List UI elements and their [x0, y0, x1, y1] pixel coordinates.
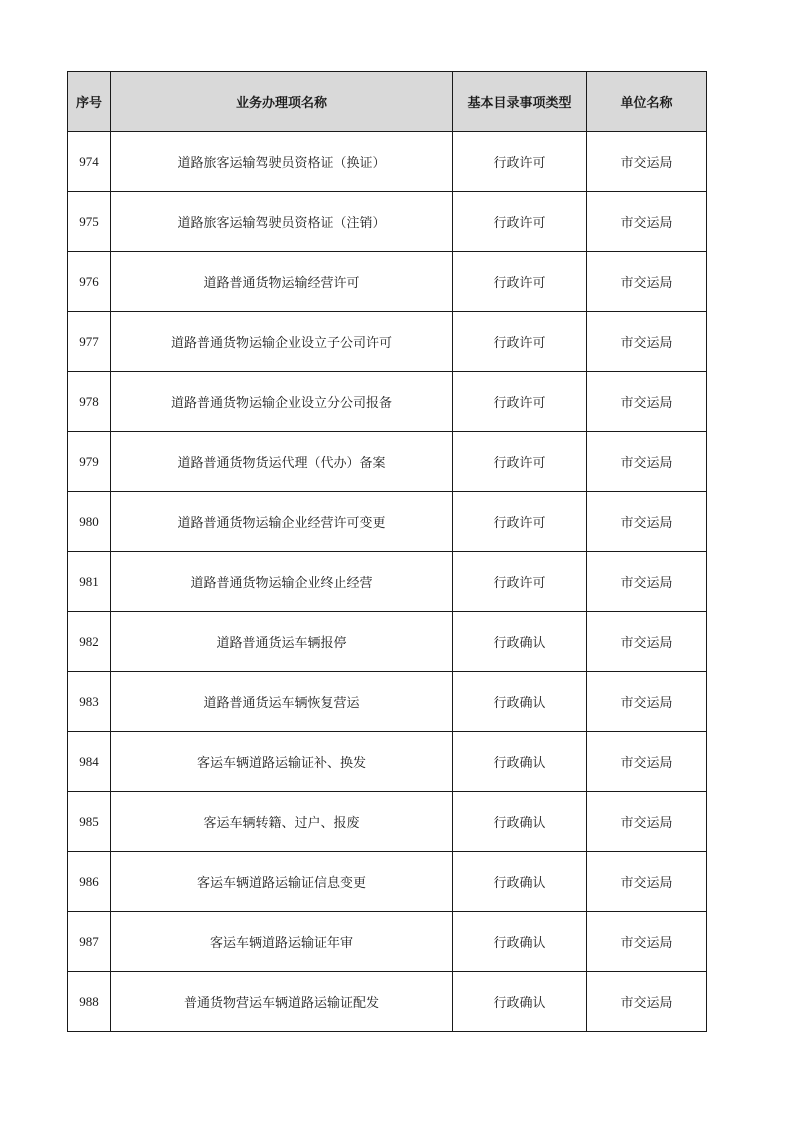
cell-item-name: 道路普通货物运输企业经营许可变更 — [111, 492, 453, 552]
table-body — [68, 132, 707, 1032]
cell-index: 979 — [68, 432, 111, 492]
cell-index: 980 — [68, 492, 111, 552]
cell-unit: 市交运局 — [587, 432, 707, 492]
table-row — [68, 732, 707, 792]
cell-unit: 市交运局 — [587, 672, 707, 732]
cell-unit: 市交运局 — [587, 192, 707, 252]
cell-category: 行政许可 — [453, 432, 587, 492]
cell-category: 行政许可 — [453, 372, 587, 432]
cell-item-name: 道路普通货物运输企业设立子公司许可 — [111, 312, 453, 372]
table-row — [68, 132, 707, 192]
table-row — [68, 972, 707, 1032]
cell-index: 982 — [68, 612, 111, 672]
cell-index: 978 — [68, 372, 111, 432]
cell-item-name: 道路普通货运车辆报停 — [111, 612, 453, 672]
cell-index: 987 — [68, 912, 111, 972]
header-item-name: 业务办理项名称 — [111, 72, 453, 132]
cell-category: 行政许可 — [453, 492, 587, 552]
cell-category: 行政许可 — [453, 192, 587, 252]
cell-index: 988 — [68, 972, 111, 1032]
cell-item-name: 普通货物营运车辆道路运输证配发 — [111, 972, 453, 1032]
header-unit: 单位名称 — [587, 72, 707, 132]
cell-item-name: 道路普通货物运输企业终止经营 — [111, 552, 453, 612]
cell-index: 985 — [68, 792, 111, 852]
cell-item-name: 客运车辆道路运输证补、换发 — [111, 732, 453, 792]
table-row — [68, 312, 707, 372]
table-row — [68, 432, 707, 492]
cell-item-name: 道路普通货物运输企业设立分公司报备 — [111, 372, 453, 432]
header-row — [68, 72, 707, 132]
cell-item-name: 道路旅客运输驾驶员资格证（注销） — [111, 192, 453, 252]
cell-unit: 市交运局 — [587, 552, 707, 612]
table-row — [68, 252, 707, 312]
cell-category: 行政确认 — [453, 912, 587, 972]
cell-category: 行政确认 — [453, 972, 587, 1032]
cell-unit: 市交运局 — [587, 912, 707, 972]
cell-category: 行政确认 — [453, 612, 587, 672]
cell-category: 行政确认 — [453, 792, 587, 852]
service-items-table-container — [67, 71, 707, 1032]
table-header — [68, 72, 707, 132]
cell-unit: 市交运局 — [587, 612, 707, 672]
table-row — [68, 192, 707, 252]
cell-unit: 市交运局 — [587, 132, 707, 192]
cell-unit: 市交运局 — [587, 492, 707, 552]
cell-category: 行政许可 — [453, 132, 587, 192]
cell-item-name: 客运车辆转籍、过户、报废 — [111, 792, 453, 852]
cell-category: 行政确认 — [453, 732, 587, 792]
cell-unit: 市交运局 — [587, 252, 707, 312]
table-row — [68, 552, 707, 612]
cell-index: 974 — [68, 132, 111, 192]
cell-index: 976 — [68, 252, 111, 312]
cell-category: 行政许可 — [453, 312, 587, 372]
cell-index: 986 — [68, 852, 111, 912]
table-row — [68, 612, 707, 672]
cell-index: 983 — [68, 672, 111, 732]
cell-unit: 市交运局 — [587, 972, 707, 1032]
cell-index: 981 — [68, 552, 111, 612]
table-row — [68, 912, 707, 972]
cell-unit: 市交运局 — [587, 372, 707, 432]
cell-unit: 市交运局 — [587, 312, 707, 372]
cell-category: 行政确认 — [453, 852, 587, 912]
header-category: 基本目录事项类型 — [453, 72, 587, 132]
cell-index: 975 — [68, 192, 111, 252]
cell-category: 行政许可 — [453, 552, 587, 612]
cell-category: 行政许可 — [453, 252, 587, 312]
cell-item-name: 客运车辆道路运输证信息变更 — [111, 852, 453, 912]
cell-item-name: 道路普通货物货运代理（代办）备案 — [111, 432, 453, 492]
cell-item-name: 客运车辆道路运输证年审 — [111, 912, 453, 972]
table-row — [68, 492, 707, 552]
cell-index: 984 — [68, 732, 111, 792]
cell-unit: 市交运局 — [587, 732, 707, 792]
header-index: 序号 — [68, 72, 111, 132]
service-items-table — [67, 71, 707, 1032]
cell-item-name: 道路普通货运车辆恢复营运 — [111, 672, 453, 732]
cell-item-name: 道路旅客运输驾驶员资格证（换证） — [111, 132, 453, 192]
table-row — [68, 852, 707, 912]
cell-unit: 市交运局 — [587, 792, 707, 852]
cell-unit: 市交运局 — [587, 852, 707, 912]
table-row — [68, 672, 707, 732]
cell-index: 977 — [68, 312, 111, 372]
cell-category: 行政确认 — [453, 672, 587, 732]
table-row — [68, 372, 707, 432]
cell-item-name: 道路普通货物运输经营许可 — [111, 252, 453, 312]
table-row — [68, 792, 707, 852]
